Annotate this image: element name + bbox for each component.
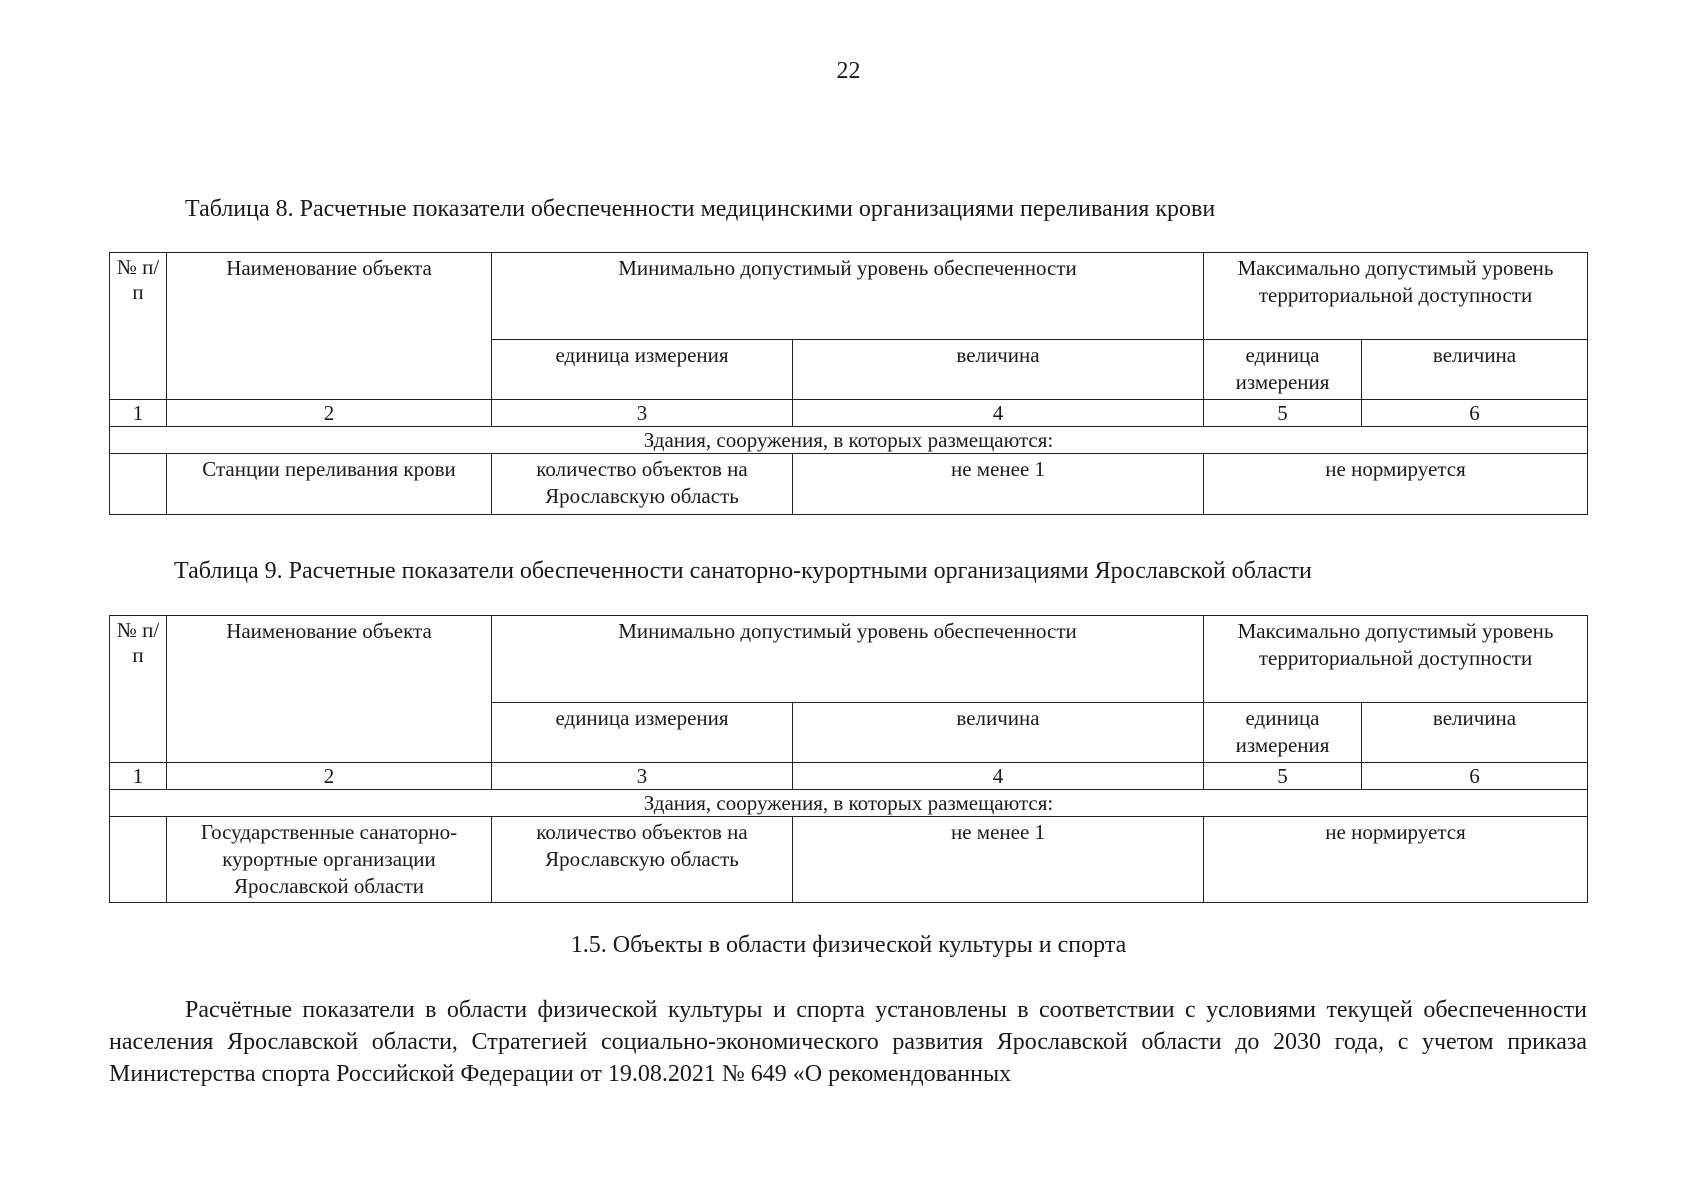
column-number: 3: [492, 762, 793, 789]
row-value: не менее 1: [793, 816, 1204, 903]
page-number: 22: [836, 58, 861, 84]
header-max-access: Максимально допустимый уровень территориальной доступности: [1204, 616, 1588, 703]
header-name: Наименование объекта: [167, 616, 492, 763]
header-value-max: величина: [1362, 703, 1588, 763]
column-number: 5: [1204, 399, 1362, 426]
section-heading: 1.5. Объекты в области физической культуры и спорта: [570, 932, 1127, 958]
row-unit: количество объектов на Ярославскую область: [492, 816, 793, 903]
row-value: не менее 1: [793, 453, 1204, 514]
header-unit-max: единица измерения: [1204, 340, 1362, 400]
row-number: [110, 816, 167, 903]
header-name: Наименование объекта: [167, 253, 492, 400]
column-number: 5: [1204, 762, 1362, 789]
row-unit: количество объектов на Ярославскую область: [492, 453, 793, 514]
table-8-caption: Таблица 8. Расчетные показатели обеспеченности медицинскими организациями переливания крови: [185, 196, 1216, 222]
row-max: не нормируется: [1204, 816, 1588, 903]
column-number: 3: [492, 399, 793, 426]
header-min-level: Минимально допустимый уровень обеспеченности: [492, 616, 1204, 703]
column-number: 1: [110, 762, 167, 789]
table-9: [109, 615, 1588, 903]
row-number: [110, 453, 167, 514]
header-value-max: величина: [1362, 340, 1588, 400]
header-number: № п/п: [110, 253, 167, 400]
header-number: № п/п: [110, 616, 167, 763]
row-name: Государственные санаторно-курортные организации Ярославской области: [167, 816, 492, 903]
header-max-access: Максимально допустимый уровень территориальной доступности: [1204, 253, 1588, 340]
row-name: Станции переливания крови: [167, 453, 492, 514]
column-number: 4: [793, 762, 1204, 789]
table-9-caption: Таблица 9. Расчетные показатели обеспеченности санаторно-курортными организациями Ярославской области: [174, 558, 1312, 584]
column-number: 2: [167, 762, 492, 789]
column-number: 2: [167, 399, 492, 426]
row-max: не нормируется: [1204, 453, 1588, 514]
body-paragraph: Расчётные показатели в области физической культуры и спорта установлены в соответствии с условиями текущей обеспеченности населения Ярославской области, Стратегией социально-экономического развития Ярославской области до 2030 года, с учетом приказа Министерства спорта Российской Федерации от 19.08.2021 № 649 «О рекомендованных: [109, 997, 1587, 1087]
header-unit: единица измерения: [492, 703, 793, 763]
column-number: 6: [1362, 762, 1588, 789]
header-min-level: Минимально допустимый уровень обеспеченности: [492, 253, 1204, 340]
column-number: 4: [793, 399, 1204, 426]
header-value: величина: [793, 703, 1204, 763]
column-number: 1: [110, 399, 167, 426]
table-8: [109, 252, 1588, 515]
column-number: 6: [1362, 399, 1588, 426]
group-label: Здания, сооружения, в которых размещаются:: [110, 426, 1588, 453]
table-row: [110, 453, 1588, 514]
header-value: величина: [793, 340, 1204, 400]
header-unit-max: единица измерения: [1204, 703, 1362, 763]
group-label: Здания, сооружения, в которых размещаются:: [110, 789, 1588, 816]
table-row: [110, 816, 1588, 903]
header-unit: единица измерения: [492, 340, 793, 400]
